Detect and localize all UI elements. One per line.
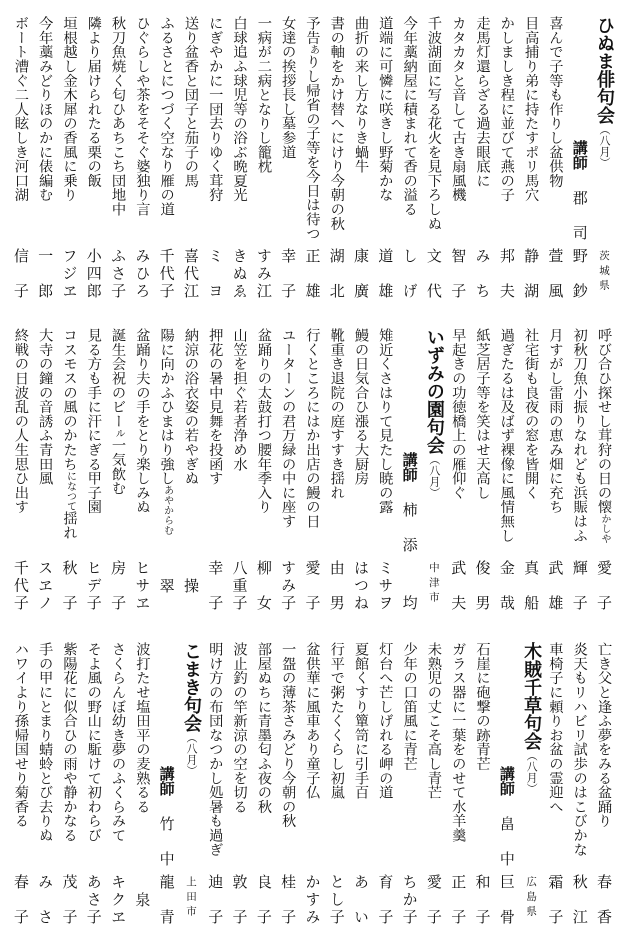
haiku-column — [422, 14, 446, 312]
section-month: （八月） — [598, 124, 611, 168]
author-name: 武雄 — [546, 560, 565, 610]
section-month: （八月） — [184, 732, 198, 776]
author-name: 秋子 — [60, 560, 79, 610]
haiku-text: 誕生会祝のビール一気飲む — [110, 328, 127, 496]
haiku-column — [227, 640, 251, 938]
teacher-label: 講師 — [570, 140, 589, 170]
author-name: みひろ — [133, 248, 152, 298]
author-name: きぬゑ — [230, 248, 249, 298]
teacher-column — [154, 640, 178, 938]
haiku-column — [519, 326, 543, 624]
haiku-column — [446, 14, 470, 312]
haiku-text: そよ風の野山に駈けて初わらび — [85, 642, 102, 843]
author-name: 邦夫 — [497, 248, 516, 298]
author-name: 育子 — [376, 874, 395, 924]
author-name: 操 — [181, 577, 200, 593]
haiku-column — [324, 640, 348, 938]
author-name: 良子 — [254, 874, 273, 924]
haiku-column — [203, 326, 227, 624]
author-name: 秋江 — [570, 874, 589, 924]
haiku-column — [106, 326, 130, 624]
haiku-text: 紙芝居子等を笑はせ天高し — [474, 328, 491, 500]
haiku-text: 車椅子に頼りお盆の霊迎へ — [547, 642, 564, 814]
haiku-text: 書の軸をかけ替へにけり今朝の秋 — [328, 16, 345, 231]
haiku-text: 過ぎたるは及ばず裸像に風情無し — [498, 328, 515, 543]
haiku-column — [470, 326, 494, 624]
haiku-text: 今年藁みどりほのかに俵編む — [37, 16, 54, 202]
haiku-column — [154, 14, 178, 312]
haiku-text: 雉近くさはりて見たし暁の露 — [377, 328, 394, 514]
haiku-column — [276, 14, 300, 312]
author-name: 迪子 — [206, 874, 225, 924]
haiku-text: 送り盆香と団子と茄子の馬 — [182, 16, 199, 188]
author-name: 桂子 — [279, 874, 298, 924]
haiku-column — [300, 326, 324, 624]
haiku-column — [349, 14, 373, 312]
small-kana: かしや — [599, 513, 610, 544]
haiku-text: 一盌の薄茶さみどり今朝の秋 — [280, 642, 297, 828]
small-kana: あやからむ — [161, 485, 173, 536]
haiku-text: かしましき程に並びて燕の子 — [498, 16, 515, 202]
haiku-text: 見る方も手に汗にぎる甲子園 — [85, 328, 102, 514]
haiku-column — [81, 14, 105, 312]
section-title-text: ひぬま俳句会 — [594, 16, 615, 124]
haiku-text: さくらんぼ幼き夢のふくらみて — [110, 642, 127, 843]
haiku-text: 炎天もリハビリ試歩のはこびかな — [571, 642, 588, 857]
teacher-given-name: 野鈔 — [570, 248, 589, 298]
haiku-column — [179, 326, 203, 624]
author-name: 輝子 — [570, 560, 589, 610]
author-name: 康廣 — [352, 248, 371, 298]
haiku-column — [9, 640, 33, 938]
author-name: かすみ — [303, 874, 322, 924]
haiku-column — [300, 14, 324, 312]
author-name: 翠 — [157, 577, 176, 593]
author-name: 敦子 — [230, 874, 249, 924]
author-name: 真船 — [522, 560, 541, 610]
author-name: 茂子 — [60, 874, 79, 924]
author-name: あい — [352, 874, 371, 924]
haiku-text: 目高捕り弟に持たすポリ馬穴 — [523, 16, 540, 202]
haiku-text: 月すがし雷雨の恵み畑に充ち — [547, 328, 564, 514]
haiku-column — [203, 640, 227, 938]
haiku-column — [470, 14, 494, 312]
author-name: 金哉 — [497, 560, 516, 610]
section-title-text: いずみの園句会 — [423, 328, 445, 454]
haiku-column — [567, 326, 591, 624]
haiku-column — [33, 640, 57, 938]
haiku-column — [567, 640, 591, 938]
haiku-text: 靴重き退院の庭すすき揺れ — [328, 328, 345, 500]
author-name: スヱノ — [36, 560, 55, 610]
haiku-text: 行平で粥たくくらし初嵐 — [328, 642, 345, 800]
teacher-location: 茨城県 — [598, 250, 610, 290]
haiku-text: 夏館くすり簞笥に引手百 — [353, 642, 370, 800]
haiku-column — [252, 326, 276, 624]
teacher-surname: 郡司 — [570, 190, 589, 240]
haiku-column — [324, 326, 348, 624]
teacher-location: 広島県 — [525, 876, 538, 916]
author-name: ヒサヱ — [133, 560, 152, 610]
haiku-column — [9, 326, 33, 624]
haiku-column — [276, 640, 300, 938]
haiku-text: ふるさとにつづく空なり雁の道 — [158, 16, 175, 217]
haiku-column — [495, 326, 519, 624]
author-name: 千代子 — [11, 560, 30, 610]
author-name: すみ江 — [254, 248, 273, 298]
haiku-column — [397, 640, 421, 938]
haiku-column — [373, 14, 397, 312]
author-name: 春香 — [595, 874, 613, 924]
haiku-text: 道端に可憐に咲きし野菊かな — [377, 16, 394, 202]
section-title-column — [592, 14, 616, 312]
haiku-column — [33, 326, 57, 624]
haiku-text: 垣根越し金木犀の香風に乗り — [61, 16, 78, 202]
haiku-text: 喜んで子等も作りし盆供物 — [547, 16, 564, 188]
author-name: みさ — [36, 874, 55, 924]
author-name: 正子 — [449, 874, 468, 924]
section-title — [519, 642, 543, 794]
haiku-text: 部屋ぬちに青墨匂ふ夜の秋 — [255, 642, 272, 814]
haiku-text: 隣より届けられたる栗の飯 — [85, 16, 102, 188]
teacher-label: 講師 — [157, 766, 176, 796]
haiku-column — [446, 326, 470, 624]
section-title — [422, 328, 446, 498]
haiku-text: 波止釣の竿新涼の空を切る — [231, 642, 248, 814]
haiku-column — [154, 326, 178, 624]
haiku-text: 呼び合ひ探せし茸狩の日の懐かしや — [596, 328, 612, 544]
author-name: 智子 — [449, 248, 468, 298]
haiku-column — [349, 640, 373, 938]
author-name: すみ子 — [279, 560, 298, 610]
haiku-text: 千波湖面に写る花火を見下ろしぬ — [425, 16, 442, 231]
section-title-text: 木賊千草句会 — [521, 642, 543, 750]
haiku-text: 白球追ふ球児等の浴ぶ晩夏光 — [231, 16, 248, 202]
author-name: 一郎 — [36, 248, 55, 298]
haiku-column — [33, 14, 57, 312]
author-name: 柳女 — [254, 560, 273, 610]
haiku-column — [106, 640, 130, 938]
haiku-column — [495, 14, 519, 312]
author-name: 武夫 — [449, 560, 468, 610]
author-name: 小四郎 — [84, 248, 103, 298]
haiku-column — [543, 14, 567, 312]
haiku-text: 石崖に砲撃の跡青芒 — [474, 642, 491, 771]
teacher-label: 講師 — [497, 766, 516, 796]
haiku-column — [349, 326, 373, 624]
haiku-text: カタカタと音して古き扇風機 — [450, 16, 467, 202]
haiku-text: 曲折の来し方なりき蝸牛 — [353, 16, 370, 174]
haiku-text: 灯台へ芒しげれる岬の道 — [377, 642, 394, 800]
author-name: 和子 — [473, 874, 492, 924]
haiku-text: 波打たせ塩田平の麦熟るる — [134, 642, 151, 814]
section-title-text: こまき句会 — [180, 642, 202, 732]
author-name: ミサヲ — [376, 560, 395, 610]
author-name: 喜代江 — [181, 248, 200, 298]
haiku-text: にぎやかに一団去りゆく茸狩 — [207, 16, 224, 202]
section-title-column — [519, 640, 543, 938]
haiku-text: ひぐらしや茶をそそぐ婆独り言 — [134, 16, 151, 217]
teacher-column — [567, 14, 591, 312]
author-name: 千代子 — [157, 248, 176, 298]
haiku-text: 秋刀魚焼く匂ひあちこち団地中 — [110, 16, 127, 217]
author-name: 俊男 — [473, 560, 492, 610]
small-kana: ル — [113, 428, 125, 439]
haiku-column — [9, 14, 33, 312]
haiku-text: 予告ありし帰省の子等を今日は待つ — [304, 16, 321, 241]
haiku-column — [227, 14, 251, 312]
haiku-column — [252, 14, 276, 312]
haiku-text: 納涼の浴衣姿の若やぎぬ — [182, 328, 199, 486]
haiku-column — [227, 326, 251, 624]
haiku-text: 女達の挨拶長し墓参道 — [280, 16, 297, 159]
haiku-text: 一病が二病となりし籠枕 — [255, 16, 272, 174]
haiku-column — [422, 640, 446, 938]
haiku-column — [543, 326, 567, 624]
haiku-text: 押花の暑中見舞を投函す — [207, 328, 224, 486]
haiku-text: 早起きの功徳橋上の雁仰ぐ — [450, 328, 467, 500]
author-name: ちか子 — [400, 874, 419, 924]
haiku-column — [252, 640, 276, 938]
page-band-top — [0, 14, 616, 312]
author-name: 信子 — [11, 248, 30, 298]
haiku-text: 明け方の布団なつかし処暑も過ぎ — [207, 642, 224, 857]
author-name: 道雄 — [376, 248, 395, 298]
author-name: ヒデ子 — [84, 560, 103, 610]
author-name: みち — [473, 248, 492, 298]
haiku-column — [519, 14, 543, 312]
author-name: 霜子 — [546, 874, 565, 924]
page-band-middle — [0, 326, 616, 624]
author-name: しげ — [400, 248, 419, 298]
section-title — [592, 16, 616, 168]
teacher-location: 上田市 — [184, 876, 197, 916]
page-band-bottom — [0, 640, 616, 938]
teacher-surname: 柿添 — [400, 502, 419, 552]
author-name: 春子 — [11, 874, 30, 924]
haiku-text: 盆踊りの太鼓打つ腰年季入り — [255, 328, 272, 514]
teacher-surname: 竹中 — [157, 816, 176, 866]
haiku-text: 社宅街も良夜の窓を皆開く — [523, 328, 540, 500]
haiku-text: 行くところにはか出店の鰻の日 — [304, 328, 321, 529]
author-name: 幸子 — [279, 248, 298, 298]
haiku-text: ボート漕ぐ二人眩しき河口湖 — [12, 16, 29, 202]
teacher-label: 講師 — [400, 452, 419, 482]
haiku-text: 大寺の鐘の音誘ふ青田風 — [37, 328, 54, 486]
haiku-text: 終戦の日波乱の人生思ひ出す — [12, 328, 29, 514]
haiku-text: 紫陽花に似合ひの雨や静かなる — [61, 642, 78, 843]
haiku-column — [106, 14, 130, 312]
section-title-column — [179, 640, 203, 938]
section-title — [179, 642, 203, 776]
author-name: キクヱ — [109, 874, 128, 924]
author-name: 幸子 — [206, 560, 225, 610]
haiku-column — [203, 14, 227, 312]
author-name: 正雄 — [303, 248, 322, 298]
author-name: ふさ子 — [109, 248, 128, 298]
haiku-column — [81, 326, 105, 624]
small-kana: になつて — [64, 471, 76, 511]
haiku-text: 今年藁納屋に積まれて香の溢る — [401, 16, 418, 217]
haiku-column — [81, 640, 105, 938]
author-name: 愛子 — [424, 874, 443, 924]
haiku-column — [130, 14, 154, 312]
haiku-column — [276, 326, 300, 624]
haiku-column — [592, 326, 616, 624]
author-name: 房子 — [109, 560, 128, 610]
teacher-column — [397, 326, 421, 624]
haiku-text: 盆供華に風車あり童子仏 — [304, 642, 321, 800]
haiku-column — [179, 14, 203, 312]
haiku-column — [130, 640, 154, 938]
haiku-column — [57, 326, 81, 624]
teacher-column — [495, 640, 519, 938]
author-name: 愛子 — [303, 560, 322, 610]
haiku-text: 初秋刀魚小振りなれども浜賑はふ — [571, 328, 588, 543]
haiku-column — [446, 640, 470, 938]
haiku-text: 山笠を担ぐ若者浄め水 — [231, 328, 248, 471]
haiku-text: 鰻の日気合ひ漲る大厨房 — [353, 328, 370, 486]
teacher-given-name: 巨骨 — [497, 874, 516, 924]
teacher-given-name: 均 — [400, 595, 419, 610]
haiku-text: ガラス器に一葉をのせて水羊羹 — [450, 642, 467, 843]
author-name: 萱風 — [546, 248, 565, 298]
haiku-column — [373, 326, 397, 624]
author-name: ミヨ — [206, 248, 225, 298]
haiku-text: 少年の口笛風に青芒 — [401, 642, 418, 771]
author-name: 由男 — [327, 560, 346, 610]
author-name: 静湖 — [522, 248, 541, 298]
section-month: （八月） — [427, 454, 441, 498]
teacher-location: 中津市 — [427, 562, 440, 602]
haiku-column — [397, 14, 421, 312]
author-name: 文代 — [424, 248, 443, 298]
haiku-column — [592, 640, 616, 938]
author-name: 湖北 — [327, 248, 346, 298]
haiku-column — [373, 640, 397, 938]
haiku-column — [300, 640, 324, 938]
haiku-column — [57, 640, 81, 938]
haiku-column — [543, 640, 567, 938]
small-kana: あ — [307, 44, 319, 55]
author-name: 八重子 — [230, 560, 249, 610]
haiku-text: 陽に向かふひまはり強しあやからむ — [158, 328, 175, 536]
haiku-text: コスモスの風のかたちになつて揺れ — [61, 328, 78, 540]
haiku-text: 盆踊り夫の手をとり楽しみぬ — [134, 328, 151, 514]
haiku-column — [324, 14, 348, 312]
haiku-text: ハワイより孫帰国せり菊香る — [12, 642, 29, 828]
haiku-text: 走馬灯還らざる過去眼底に — [474, 16, 491, 188]
haiku-text: 未熟児の丈こそ高し青芒 — [425, 642, 442, 800]
author-name: 愛子 — [595, 560, 613, 610]
haiku-text: ユーターンの君万緑の中に座す — [280, 328, 297, 529]
haiku-column — [130, 326, 154, 624]
author-name: フジヱ — [60, 248, 79, 298]
haiku-column — [57, 14, 81, 312]
author-name: はつね — [352, 560, 371, 610]
haiku-column — [470, 640, 494, 938]
author-name: 泉 — [133, 891, 152, 907]
teacher-given-name: 龍青 — [157, 874, 176, 924]
teacher-surname: 畠中 — [497, 816, 516, 866]
haiku-text: 手の甲にとまり蜻蛉とび去りぬ — [37, 642, 54, 843]
section-month: （八月） — [525, 750, 539, 794]
author-name: とし子 — [327, 874, 346, 924]
section-title-column — [422, 326, 446, 624]
haiku-text: 亡き父と逢ふ夢をみる盆踊り — [596, 642, 612, 828]
author-name: あさ子 — [84, 874, 103, 924]
